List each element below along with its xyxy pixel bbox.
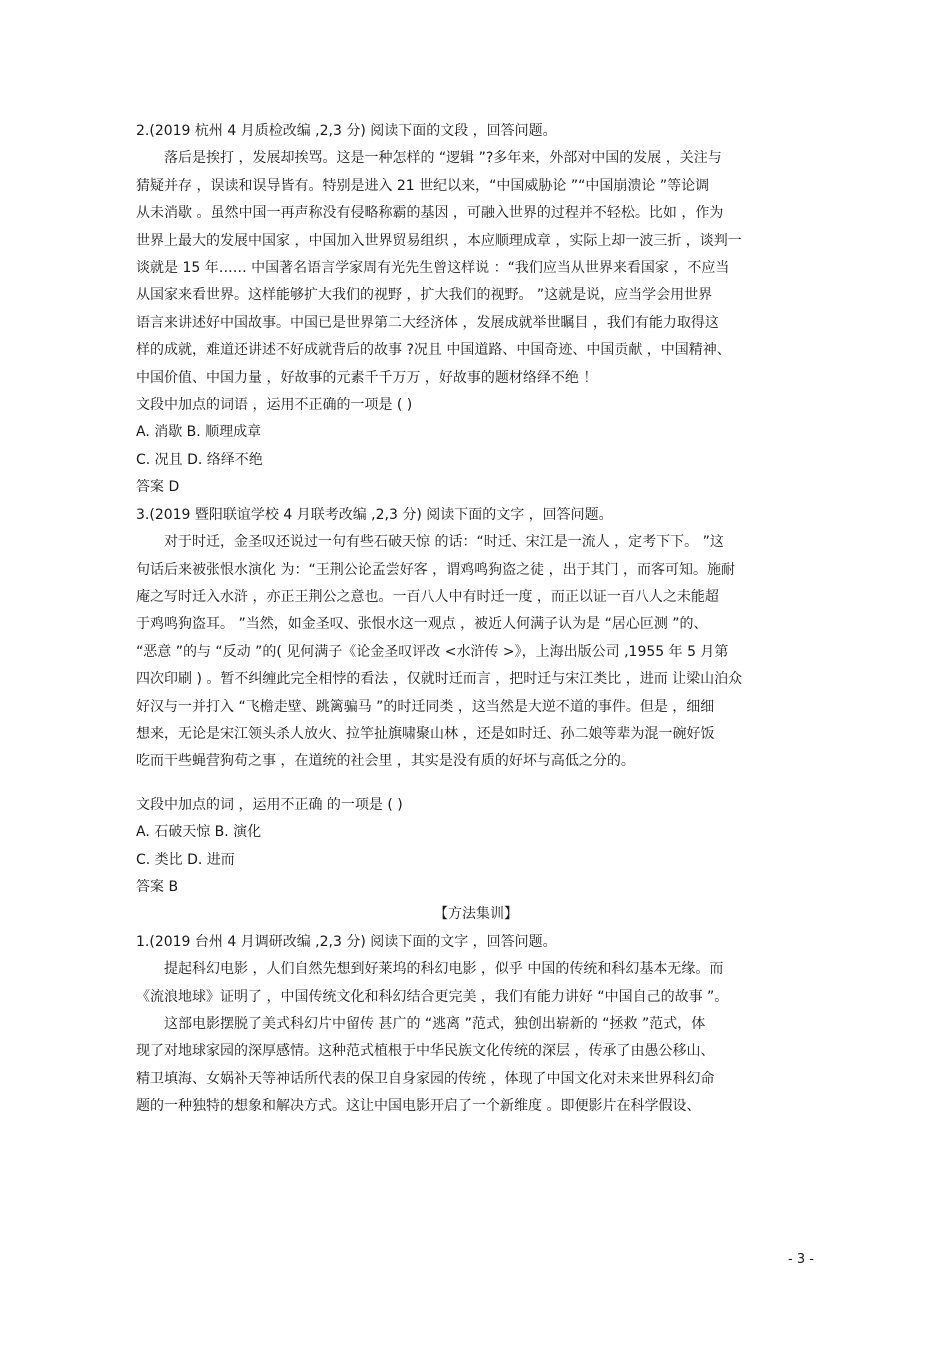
answer-key: 答案 D	[136, 479, 180, 496]
passage-line: 中国价值、中国力量 ，好故事的元素千千万万 ，好故事的题材络绎不绝 ！	[136, 369, 598, 386]
passage-line: 从未消歇 。虽然中国一再声称没有侵略称霸的基因 ，可融入世界的过程并不轻松。比如 ，作为	[136, 205, 724, 222]
question-2	[136, 118, 816, 502]
passage-line: 现了对地球家园的深厚感情。这种范式植根于中华民族文化传统的深层 ，传承了由愚公移山、	[136, 1043, 715, 1060]
passage-line: 想来，无论是宋江领头杀人放火、拉竿扯旗啸聚山林 ，还是如时迁、孙二娘等辈为混一碗好饭	[136, 725, 715, 742]
passage-line: 世界上最大的发展中国家 ，中国加入世界贸易组织 ，本应顺理成章 ，实际上却一波三折 ，谈判一	[136, 232, 742, 249]
passage-line: 样的成就，难道还讲述不好成就背后的故事 ?况且 中国道路、中国奇迹、中国贡献 ，中国精神、	[136, 342, 731, 359]
passage-line: 好汉与一并打入 “飞檐走壁、跳篱骗马 ”的时迁同类 ，这当然是大逆不道的事件。但是 ，细细	[136, 698, 715, 715]
page-number: - 3 -	[788, 1252, 814, 1267]
passage-line: 四次印刷 ) 。暂不纠缠此完全相悖的看法 ，仅就时迁而言 ，把时迁与宋江类比 ，进而 让梁山泊众	[136, 671, 743, 688]
page-content	[136, 118, 816, 1121]
passage-line: 猜疑并存 ，误读和误导皆有。特别是进入 21 世纪以来，“中国威胁论 ”“中国崩溃论 ”等论调	[136, 177, 710, 194]
answer-options: A. 石破天惊 B. 演化	[136, 824, 262, 841]
question-3	[136, 502, 816, 902]
question-prompt: 文段中加点的词 ，运用不正确 的一项是 ( )	[136, 796, 403, 813]
question-header: 2.(2019 杭州 4 月质检改编 ,2,3 分) 阅读下面的文段 ，回答问题。	[136, 123, 557, 139]
answer-key: 答案 B	[136, 878, 179, 895]
answer-options: C. 况且 D. 络绎不绝	[136, 451, 263, 468]
passage-line: 题的一种独特的想象和解决方式。这让中国电影开启了一个新维度 。即便影片在科学假设、	[136, 1098, 701, 1115]
passage-line: 《流浪地球》证明了 ，中国传统文化和科幻结合更完美 ，我们有能力讲好 “中国自己的故事 ”。	[136, 988, 729, 1005]
spacer	[136, 776, 816, 792]
answer-options: C. 类比 D. 进而	[136, 851, 235, 868]
passage-line: 句话后来被张恨水演化 为：“王荆公论孟尝好客 ，谓鸡鸣狗盗之徒 ，出于其门 ，而客可知。施耐	[136, 561, 736, 578]
answer-options: A. 消歇 B. 顺理成章	[136, 424, 262, 441]
passage-line: 庵之写时迁入水浒 ，亦正王荆公之意也。一百八人中有时迁一度 ，而正以证一百八人之未能超	[136, 588, 719, 605]
question-header: 1.(2019 台州 4 月调研改编 ,2,3 分) 阅读下面的文字 ，回答问题。	[136, 933, 557, 950]
passage-line: 从国家来看世界。这样能够扩大我们的视野 ，扩大我们的视野。 ”这就是说，应当学会用世界	[136, 287, 713, 304]
passage-line: 精卫填海、女娲补天等神话所代表的保卫自身家园的传统 ，体现了中国文化对未来世界科幻命	[136, 1070, 715, 1087]
question-prompt: 文段中加点的词语 ，运用不正确的一项是 ( )	[136, 397, 413, 414]
passage-line: 提起科幻电影 ，人们自然先想到好莱坞的科幻电影 ，似乎 中国的传统和科幻基本无缘。而	[164, 961, 724, 978]
passage-line: 落后是挨打 ，发展却挨骂。这是一种怎样的 “逻辑 ”?多年来，外部对中国的发展 ，关注与	[164, 150, 722, 167]
passage-line: 于鸡鸣狗盗耳。 ”当然，如金圣叹、张恨水这一观点 ，被近人何满子认为是 “居心叵测 ”的、	[136, 616, 708, 633]
method-section	[136, 901, 816, 1120]
passage-line: 吃而干些蝇营狗苟之事 ，在道统的社会里 ，其实是没有质的好坏与高低之分的。	[136, 753, 635, 770]
passage-line: 谈就是 15 年…… 中国著名语言学家周有光先生曾这样说 ：“我们应当从世界来看国家 ，不应当	[136, 260, 730, 277]
section-title: 【方法集训】	[434, 906, 518, 923]
passage-line: “恶意 ”的与 “反动 ”的( 见何满子《论金圣叹评改 <水浒传 >》，上海出版公司 ,1955 年 5 月第	[136, 643, 729, 660]
passage-line: 这部电影摆脱了美式科幻片中留传 甚广的 “逃离 ”范式，独创出崭新的 “拯救 ”范式，体	[164, 1016, 706, 1032]
passage-line: 对于时迁，金圣叹还说过一句有些石破天惊 的话：“时迁、宋江是一流人 ，定考下下。 ”这	[164, 534, 724, 551]
question-header: 3.(2019 暨阳联谊学校 4 月联考改编 ,2,3 分) 阅读下面的文字 ，回答问题。	[136, 506, 613, 523]
passage-line: 语言来讲述好中国故事。中国已是世界第二大经济体 ，发展成就举世瞩目 ，我们有能力取得这	[136, 314, 719, 331]
